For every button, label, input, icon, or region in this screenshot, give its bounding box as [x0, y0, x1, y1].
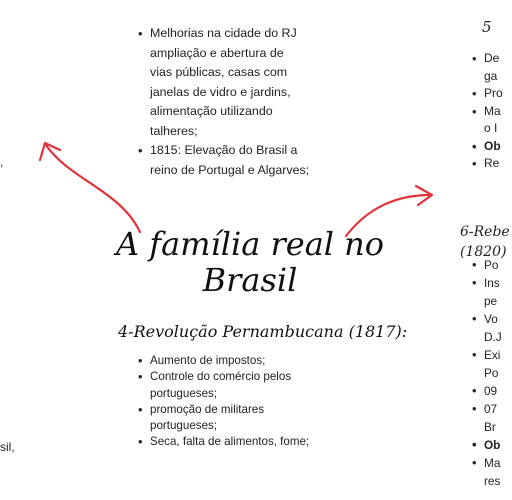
left-text-fragment: sil, — [0, 440, 15, 454]
section-number-5: 5 — [482, 18, 492, 36]
list-item: • Ob — [472, 436, 512, 454]
arrow-up-left-icon — [46, 145, 140, 232]
section-heading-pernambucana: 4-Revolução Pernambucana (1817): — [118, 322, 408, 341]
list-item: • Ins — [472, 274, 512, 292]
title-line-1: A família real no — [115, 225, 385, 263]
list-item: • 1815: Elevação do Brasil a reino de Portugal e Algarves; — [138, 141, 338, 180]
list-item: Po — [484, 366, 499, 380]
list-item: pe — [484, 294, 498, 308]
list-item: ga — [484, 68, 498, 83]
list-item: • De — [472, 50, 512, 68]
list-item: • Exi — [472, 346, 512, 364]
list-item: • Pro — [472, 85, 512, 103]
title-line-2: Brasil — [202, 261, 298, 299]
arrow-right-icon — [346, 195, 430, 236]
list-item: • 09 — [472, 382, 512, 400]
list-item: o I — [484, 121, 498, 135]
list-item: res — [484, 474, 501, 488]
list-item: • Controle do comércio pelos portugueses; — [138, 369, 358, 402]
list-item: • promoção de militares portugueses; — [138, 402, 358, 435]
list-item: • Ma — [472, 103, 512, 121]
list-item: • Ma — [472, 454, 512, 472]
list-item: Br — [484, 420, 496, 434]
list-item: • Aumento de impostos; — [138, 353, 358, 369]
list-item: • Vo — [472, 310, 512, 328]
list-item: • Seca, falta de alimentos, fome; — [138, 434, 358, 450]
list-item: • 07 — [472, 400, 512, 418]
list-item: • Melhorias na cidade do RJ ampliação e abertura de vias públicas, casas com janelas de vidro e jardins, alimentação utilizando talheres; — [138, 24, 338, 141]
list-item: D.J — [484, 330, 502, 344]
left-text-fragment: , — [0, 155, 4, 169]
list-item: • Po — [472, 256, 512, 274]
list-item: • Ob — [472, 138, 512, 156]
list-item: • Re — [472, 155, 512, 173]
section-heading-6: 6-Rebe (1820) — [460, 224, 510, 260]
